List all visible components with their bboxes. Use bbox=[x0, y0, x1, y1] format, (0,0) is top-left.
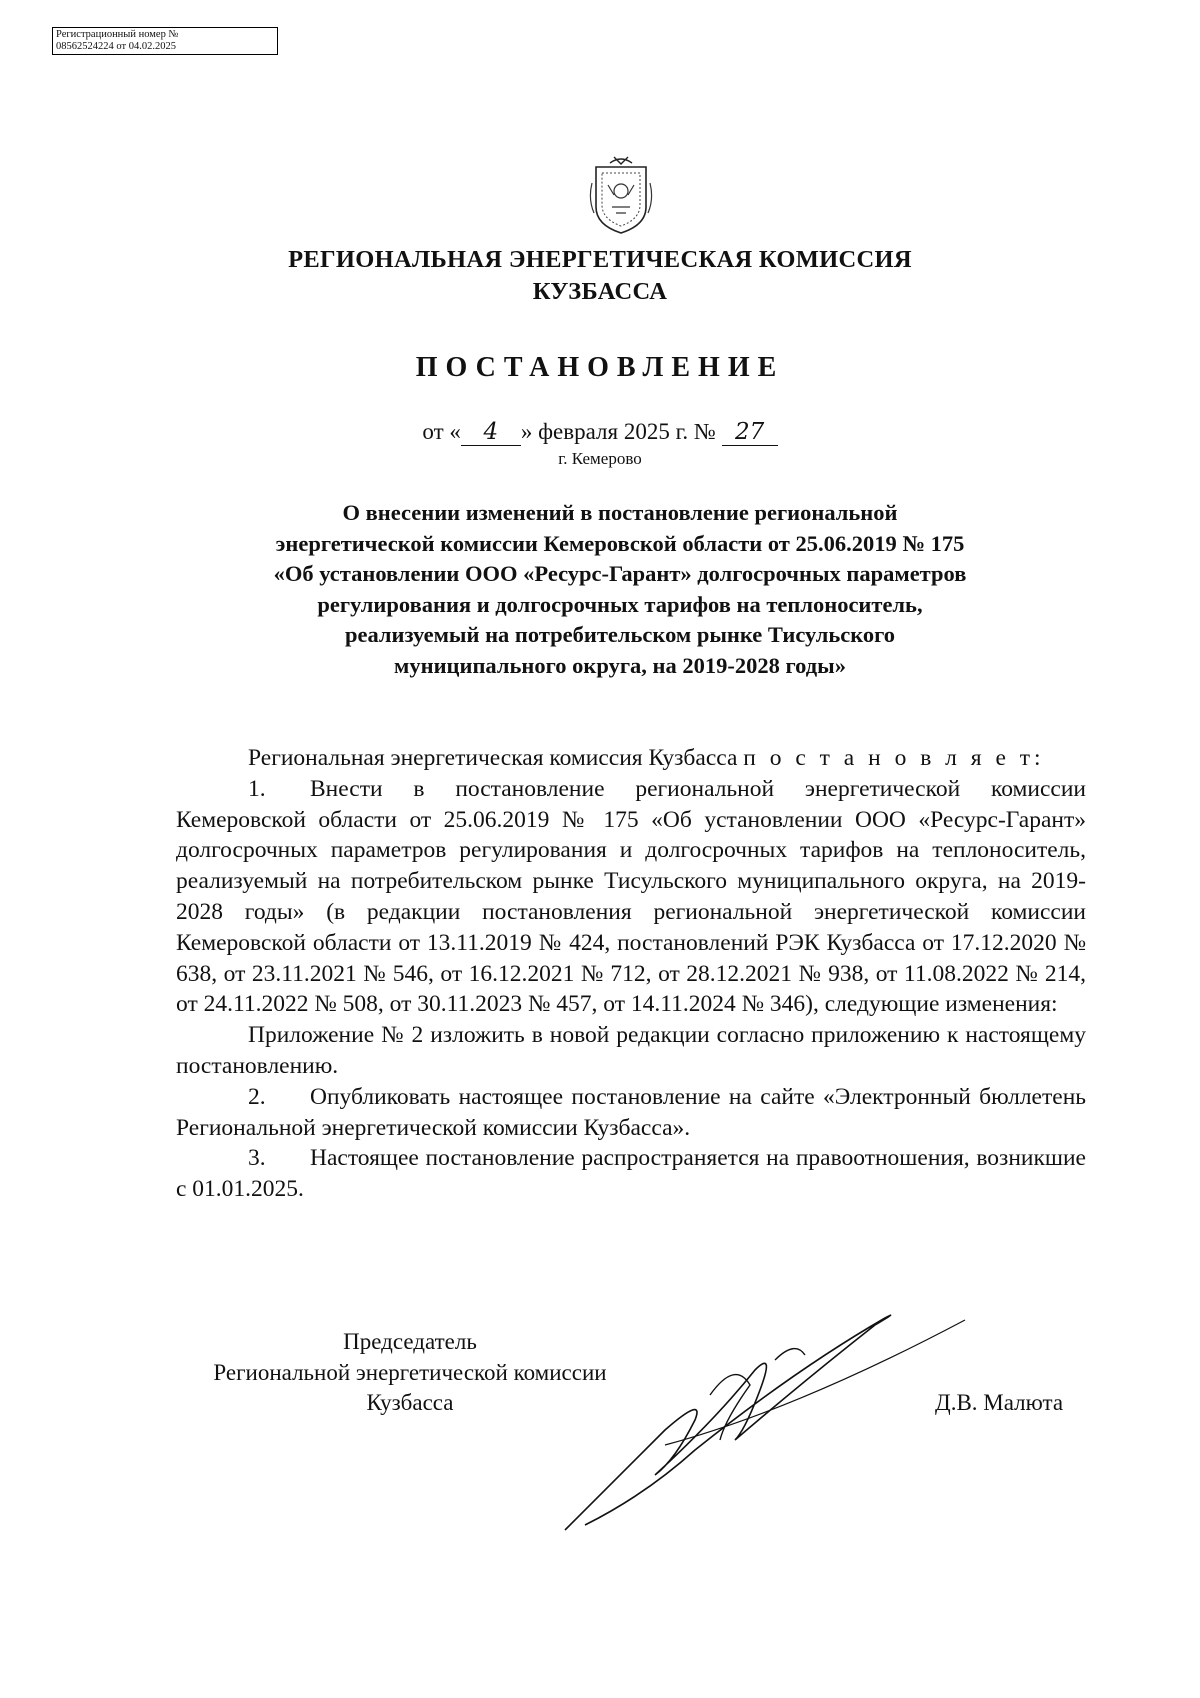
organization-name-line1: РЕГИОНАЛЬНАЯ ЭНЕРГЕТИЧЕСКАЯ КОМИССИЯ bbox=[288, 246, 912, 273]
coat-of-arms-icon bbox=[586, 155, 656, 237]
signatory-title-line3: Кузбасса bbox=[366, 1390, 454, 1415]
subject-line: «Об установлении ООО «Ресурс-Гарант» долгосрочных параметров bbox=[273, 561, 967, 586]
date-prefix: от « bbox=[422, 419, 461, 444]
registration-number-value: 08562524224 от 04.02.2025 bbox=[56, 41, 176, 52]
item-3-number: 3. bbox=[248, 1145, 266, 1172]
item-2-number: 2. bbox=[248, 1083, 266, 1110]
subject-line: муниципального округа, на 2019-2028 годы» bbox=[394, 652, 846, 678]
document-day: 4 bbox=[461, 419, 521, 446]
document-body bbox=[176, 743, 1086, 1205]
item-2 bbox=[176, 1082, 1086, 1144]
document-number: 27 bbox=[722, 419, 778, 446]
item-3-text: Настоящее постановление распространяется на правоотношения, возникшие с 01.01.2025. bbox=[176, 1145, 1086, 1203]
item-1-number: 1. bbox=[248, 775, 266, 802]
document-date-line bbox=[0, 419, 1200, 446]
intro-paragraph bbox=[176, 743, 1086, 774]
item-1-sub: Приложение № 2 изложить в новой редакции согласно приложению к настоящему постановлению. bbox=[176, 1022, 1086, 1079]
signatory-position bbox=[170, 1327, 650, 1419]
item-1-text: Внести в постановление региональной энергетической комиссии Кемеровской области от 25.06.2019 № 175 «Об установлении ООО «Ресурс-Гарант» долгосрочных параметров регулирования и долгосрочных тарифов на теплоноситель, реализуемый на потребительском рынке Тисульского муниципального округа, на 2019-2028 годы» (в редакции постановления региональной энергетической комиссии Кемеровской области от 13.11.2019 № 424, постановлений РЭК Кузбасса от 17.12.2020 № 638, от 23.11.2021 № 546, от 16.12.2021 № 712, от 28.12.2021 № 938, от 11.08.2022 № 214, от 24.11.2022 № 508, от 30.11.2023 № 457, от 14.11.2024 № 346), следующие изменения: bbox=[176, 775, 1086, 1018]
item-3 bbox=[176, 1143, 1086, 1205]
subject-line: О внесении изменений в постановление региональной bbox=[342, 500, 898, 525]
subject-line: энергетической комиссии Кемеровской области от 25.06.2019 № 175 bbox=[275, 530, 965, 556]
document-subject bbox=[190, 498, 1050, 681]
date-month-year: » февраля 2025 г. № bbox=[520, 419, 716, 444]
intro-text: Региональная энергетическая комиссия Кузбасса bbox=[248, 745, 738, 771]
subject-line: регулирования и долгосрочных тарифов на теплоноситель, bbox=[317, 591, 923, 617]
document-type-title: ПОСТАНОВЛЕНИЕ bbox=[415, 352, 785, 383]
intro-resolves: п о с т а н о в л я е т: bbox=[743, 745, 1045, 771]
document-city: г. Кемерово bbox=[558, 449, 642, 468]
item-1 bbox=[176, 774, 1086, 1020]
item-2-text: Опубликовать настоящее постановление на сайте «Электронный бюллетень Региональной энергетической комиссии Кузбасса». bbox=[176, 1083, 1086, 1141]
signatory-title-line2: Региональной энергетической комиссии bbox=[213, 1359, 607, 1385]
signatory-title-line1: Председатель bbox=[343, 1329, 477, 1354]
registration-number-label: Регистрационный номер № bbox=[56, 29, 179, 40]
signatory-name: Д.В. Малюта bbox=[935, 1390, 1064, 1415]
registration-stamp bbox=[52, 27, 278, 55]
subject-line: реализуемый на потребительском рынке Тисульского bbox=[344, 622, 896, 647]
organization-name-line2: КУЗБАССА bbox=[532, 278, 668, 305]
